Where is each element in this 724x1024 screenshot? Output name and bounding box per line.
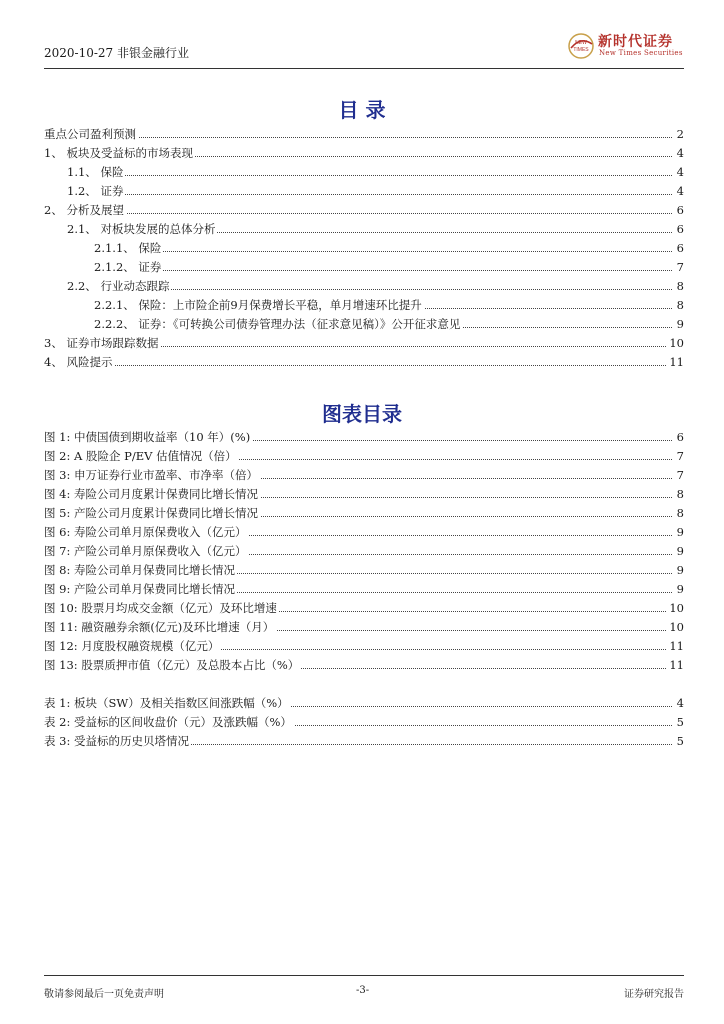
toc-entry-page: 4 — [675, 182, 684, 201]
figure-entry-page: 11 — [667, 637, 684, 656]
toc-entry-label: 2.1.2、 证券 — [94, 258, 163, 277]
table-entry-page: 5 — [675, 713, 684, 732]
figure-entry-page: 7 — [675, 466, 684, 485]
figure-entry-label: 图 12: 月度股权融资规模（亿元） — [44, 637, 221, 656]
toc-entry-label: 1、 板块及受益标的市场表现 — [44, 144, 195, 163]
toc-entry-page: 2 — [675, 125, 684, 144]
dot-leader — [67, 194, 672, 195]
figure-entry-label: 图 8: 寿险公司单月保费同比增长情况 — [44, 561, 237, 580]
toc-entry[interactable] — [44, 239, 684, 258]
toc-entry[interactable] — [44, 220, 684, 239]
figure-entry-label: 图 5: 产险公司月度累计保费同比增长情况 — [44, 504, 260, 523]
toc-entry-page: 9 — [675, 315, 684, 334]
figure-entry-label: 图 6: 寿险公司单月原保费收入（亿元） — [44, 523, 249, 542]
dot-leader — [44, 365, 672, 366]
table-entry-label: 表 1: 板块（SW）及相关指数区间涨跌幅（%） — [44, 694, 291, 713]
logo-name-en: New Times Securities — [599, 49, 683, 57]
figure-entry[interactable] — [44, 618, 684, 637]
toc-entry-page: 6 — [675, 239, 684, 258]
dot-leader — [94, 270, 672, 271]
company-logo — [566, 30, 684, 64]
footer-divider — [44, 975, 684, 976]
figure-entry-label: 图 4: 寿险公司月度累计保费同比增长情况 — [44, 485, 260, 504]
toc-entry-label: 2.2.2、 证券：《可转换公司债券管理办法（征求意见稿）》公开征求意见 — [94, 315, 462, 334]
toc-entry-page: 8 — [675, 277, 684, 296]
figure-entry-page: 6 — [675, 428, 684, 447]
header-date-section: 2020-10-27 非银金融行业 — [44, 46, 190, 60]
figure-entry-page: 8 — [675, 485, 684, 504]
toc-entry-label: 2.2、 行业动态跟踪 — [67, 277, 171, 296]
figure-entry[interactable] — [44, 637, 684, 656]
figure-entry-page: 9 — [675, 561, 684, 580]
figure-entry[interactable] — [44, 580, 684, 599]
figure-entry-page: 11 — [667, 656, 684, 675]
figure-entry[interactable] — [44, 485, 684, 504]
logo-mark-icon — [566, 32, 596, 60]
header-divider — [44, 68, 684, 69]
figure-entry[interactable] — [44, 656, 684, 675]
figure-entry-page: 8 — [675, 504, 684, 523]
toc-entry[interactable] — [44, 296, 684, 315]
page-number: -3- — [356, 985, 370, 996]
table-entry[interactable] — [44, 694, 684, 713]
toc-entry-page: 6 — [675, 220, 684, 239]
table-entry[interactable] — [44, 732, 684, 751]
figure-entry[interactable] — [44, 447, 684, 466]
figure-entry[interactable] — [44, 504, 684, 523]
toc-entry-page: 4 — [675, 163, 684, 182]
figure-entry-page: 10 — [667, 618, 684, 637]
toc-entry[interactable] — [44, 182, 684, 201]
figure-entry-label: 图 1: 中债国债到期收益率（10 年）(%) — [44, 428, 252, 447]
logo-name-cn: 新时代证券 — [598, 34, 673, 50]
toc-entry-label: 4、 风险提示 — [44, 353, 114, 372]
dot-leader — [44, 213, 672, 214]
table-entry-page: 4 — [675, 694, 684, 713]
figure-entry-label: 图 3: 申万证券行业市盈率、市净率（倍） — [44, 466, 260, 485]
figure-entry-label: 图 10: 股票月均成交金额（亿元）及环比增速 — [44, 599, 279, 618]
figure-entry-label: 图 11: 融资融券余额(亿元)及环比增速（月） — [44, 618, 276, 637]
figures-list — [44, 428, 684, 675]
page-header — [44, 30, 684, 66]
table-entry[interactable] — [44, 713, 684, 732]
figure-entry[interactable] — [44, 428, 684, 447]
figures-title: 图表目录 — [322, 402, 402, 426]
figure-entry-page: 9 — [675, 542, 684, 561]
figure-entry-page: 7 — [675, 447, 684, 466]
dot-leader — [44, 137, 672, 138]
figure-entry[interactable] — [44, 466, 684, 485]
toc-entry-label: 1.1、 保险 — [67, 163, 125, 182]
footer-disclaimer: 敬请参阅最后一页免责声明 — [44, 989, 164, 1000]
figure-entry-label: 图 9: 产险公司单月保费同比增长情况 — [44, 580, 237, 599]
toc-list — [44, 125, 684, 372]
toc-entry[interactable] — [44, 258, 684, 277]
toc-entry-page: 6 — [675, 201, 684, 220]
figure-entry-label: 图 7: 产险公司单月原保费收入（亿元） — [44, 542, 249, 561]
toc-entry[interactable] — [44, 353, 684, 372]
toc-entry-page: 8 — [675, 296, 684, 315]
figure-entry-page: 9 — [675, 580, 684, 599]
toc-entry-page: 11 — [667, 353, 684, 372]
toc-entry[interactable] — [44, 163, 684, 182]
toc-entry-label: 1.2、 证券 — [67, 182, 125, 201]
figure-entry[interactable] — [44, 561, 684, 580]
toc-entry-label: 3、 证券市场跟踪数据 — [44, 334, 160, 353]
toc-entry-label: 2.1.1、 保险 — [94, 239, 163, 258]
toc-entry-label: 2.2.1、 保险：上市险企前9月保费增长平稳，单月增速环比提升 — [94, 296, 424, 315]
footer-report-type: 证券研究报告 — [624, 989, 684, 1000]
toc-entry-page: 10 — [667, 334, 684, 353]
tables-list — [44, 694, 684, 751]
svg-text:TIMES: TIMES — [573, 47, 589, 53]
dot-leader — [94, 251, 672, 252]
toc-entry[interactable] — [44, 201, 684, 220]
toc-entry-label: 2、 分析及展望 — [44, 201, 126, 220]
toc-entry[interactable] — [44, 125, 684, 144]
toc-entry-page: 4 — [675, 144, 684, 163]
toc-entry[interactable] — [44, 144, 684, 163]
figure-entry[interactable] — [44, 523, 684, 542]
figure-entry[interactable] — [44, 599, 684, 618]
toc-title: 目 录 — [338, 98, 386, 122]
figure-entry-label: 图 2: A 股险企 P/EV 估值情况（倍） — [44, 447, 239, 466]
svg-text:NEW: NEW — [575, 40, 587, 46]
table-entry-page: 5 — [675, 732, 684, 751]
toc-entry[interactable] — [44, 277, 684, 296]
toc-entry-page: 7 — [675, 258, 684, 277]
table-entry-label: 表 2: 受益标的区间收盘价（元）及涨跌幅（%） — [44, 713, 294, 732]
toc-entry-label: 2.1、 对板块发展的总体分析 — [67, 220, 217, 239]
dot-leader — [67, 175, 672, 176]
figure-entry-page: 10 — [667, 599, 684, 618]
toc-entry[interactable] — [44, 315, 684, 334]
toc-entry-label: 重点公司盈利预测 — [44, 125, 138, 144]
figure-entry-page: 9 — [675, 523, 684, 542]
table-entry-label: 表 3: 受益标的历史贝塔情况 — [44, 732, 191, 751]
figure-entry[interactable] — [44, 542, 684, 561]
toc-entry[interactable] — [44, 334, 684, 353]
figure-entry-label: 图 13: 股票质押市值（亿元）及总股本占比（%） — [44, 656, 301, 675]
